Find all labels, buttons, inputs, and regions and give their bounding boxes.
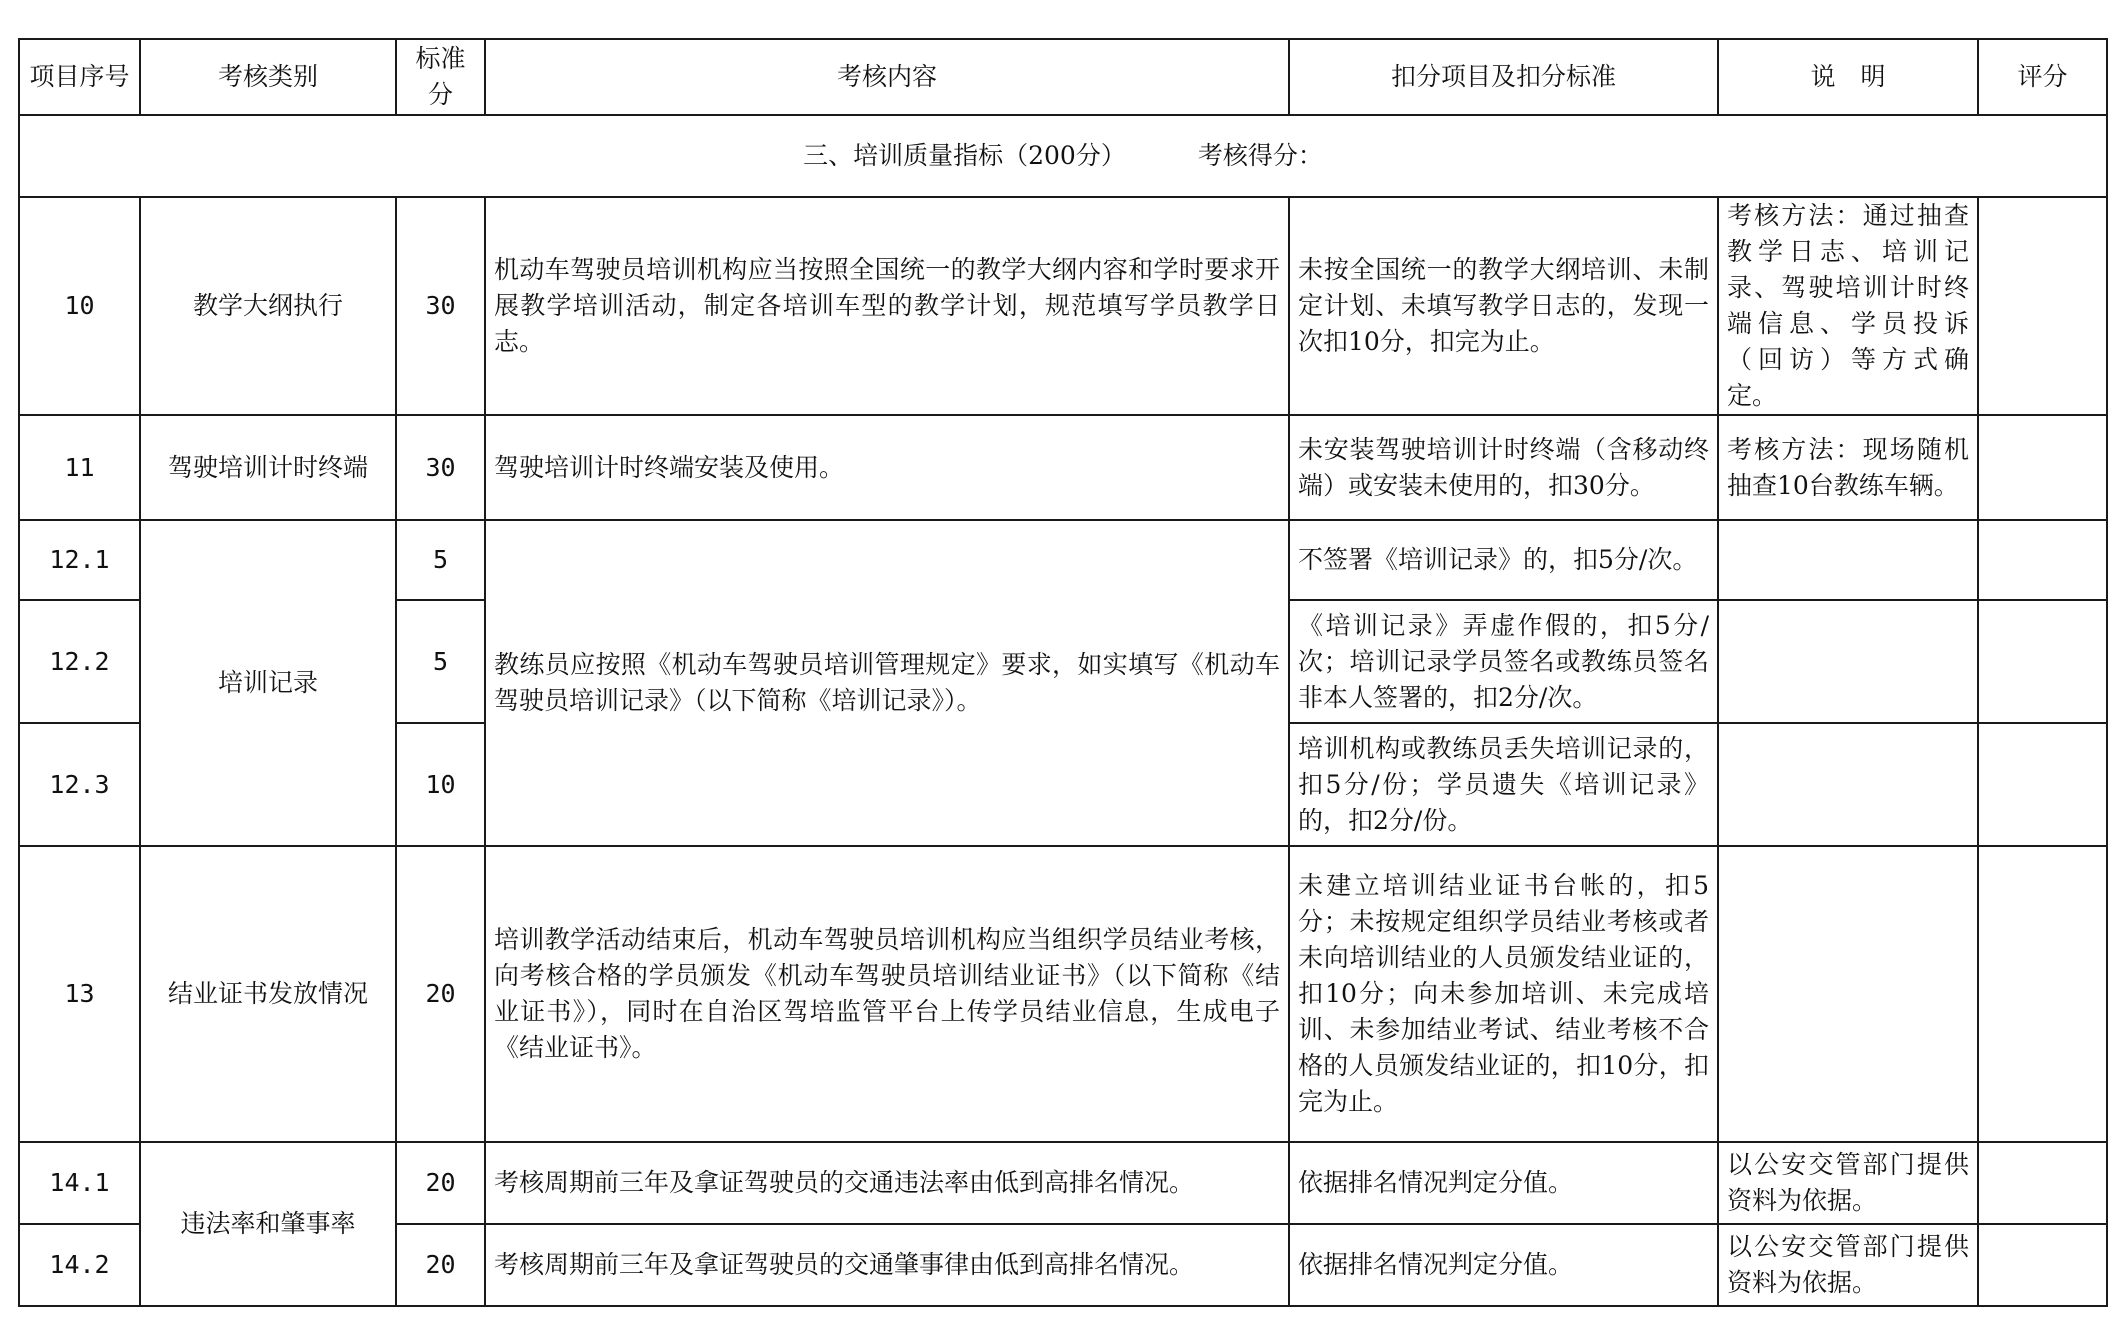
row-score: 5	[396, 600, 485, 723]
row-deduction: 未按全国统一的教学大纲培训、未制定计划、未填写教学日志的，发现一次扣10分，扣完为止。	[1289, 197, 1718, 415]
row-note: 考核方法：现场随机抽查10台教练车辆。	[1718, 415, 1978, 520]
section-score-label: 考核得分：	[1197, 141, 1323, 170]
header-deduction: 扣分项目及扣分标准	[1289, 39, 1718, 115]
rating-cell[interactable]	[1978, 1142, 2107, 1224]
header-category: 考核类别	[140, 39, 396, 115]
row-note: 以公安交管部门提供资料为依据。	[1718, 1142, 1978, 1224]
row-deduction: 依据排名情况判定分值。	[1289, 1224, 1718, 1306]
rating-cell[interactable]	[1978, 1224, 2107, 1306]
row-content: 教练员应按照《机动车驾驶员培训管理规定》要求，如实填写《机动车驾驶员培训记录》（以下简称《培训记录》）。	[485, 520, 1289, 846]
row-note: 以公安交管部门提供资料为依据。	[1718, 1224, 1978, 1306]
table-row	[19, 197, 2107, 415]
row-seq: 11	[19, 415, 140, 520]
rating-cell[interactable]	[1978, 846, 2107, 1142]
row-score: 30	[396, 415, 485, 520]
rating-cell[interactable]	[1978, 723, 2107, 846]
row-seq: 14.1	[19, 1142, 140, 1224]
header-seq: 项目序号	[19, 39, 140, 115]
row-seq: 10	[19, 197, 140, 415]
row-score: 10	[396, 723, 485, 846]
header-rating: 评分	[1978, 39, 2107, 115]
row-content: 考核周期前三年及拿证驾驶员的交通肇事律由低到高排名情况。	[485, 1224, 1289, 1306]
row-score: 5	[396, 520, 485, 600]
row-deduction: 依据排名情况判定分值。	[1289, 1142, 1718, 1224]
header-content: 考核内容	[485, 39, 1289, 115]
row-deduction: 《培训记录》弄虚作假的，扣5分/次；培训记录学员签名或教练员签名非本人签署的，扣2分/次。	[1289, 600, 1718, 723]
row-deduction: 未安装驾驶培训计时终端（含移动终端）或安装未使用的，扣30分。	[1289, 415, 1718, 520]
assessment-table	[18, 38, 2108, 1307]
section-row	[19, 115, 2107, 197]
row-note: 考核方法：通过抽查教学日志、培训记录、驾驶培训计时终端信息、学员投诉（回访）等方式确定。	[1718, 197, 1978, 415]
row-content: 机动车驾驶员培训机构应当按照全国统一的教学大纲内容和学时要求开展教学培训活动，制定各培训车型的教学计划，规范填写学员教学日志。	[485, 197, 1289, 415]
row-score: 20	[396, 1224, 485, 1306]
header-std-score: 标准分	[396, 39, 485, 115]
row-note	[1718, 723, 1978, 846]
table-row	[19, 846, 2107, 1142]
row-deduction: 不签署《培训记录》的，扣5分/次。	[1289, 520, 1718, 600]
row-score: 20	[396, 846, 485, 1142]
row-deduction: 培训机构或教练员丢失培训记录的，扣5分/份；学员遗失《培训记录》的，扣2分/份。	[1289, 723, 1718, 846]
row-seq: 12.1	[19, 520, 140, 600]
row-content: 驾驶培训计时终端安装及使用。	[485, 415, 1289, 520]
rating-cell[interactable]	[1978, 520, 2107, 600]
row-note	[1718, 846, 1978, 1142]
assessment-sheet	[18, 38, 2108, 1307]
rating-cell[interactable]	[1978, 197, 2107, 415]
table-row	[19, 520, 2107, 600]
row-category: 教学大纲执行	[140, 197, 396, 415]
row-seq: 14.2	[19, 1224, 140, 1306]
row-category: 驾驶培训计时终端	[140, 415, 396, 520]
row-score: 20	[396, 1142, 485, 1224]
row-seq: 12.2	[19, 600, 140, 723]
rating-cell[interactable]	[1978, 600, 2107, 723]
row-seq: 12.3	[19, 723, 140, 846]
row-category: 培训记录	[140, 520, 396, 846]
row-category: 结业证书发放情况	[140, 846, 396, 1142]
row-deduction: 未建立培训结业证书台帐的，扣5分；未按规定组织学员结业考核或者未向培训结业的人员颁发结业证的，扣10分；向未参加培训、未完成培训、未参加结业考试、结业考核不合格的人员颁发结业证的，扣10分，扣完为止。	[1289, 846, 1718, 1142]
section-title: 三、培训质量指标（200分）	[803, 141, 1126, 170]
rating-cell[interactable]	[1978, 415, 2107, 520]
table-row	[19, 1142, 2107, 1224]
table-row	[19, 415, 2107, 520]
row-seq: 13	[19, 846, 140, 1142]
section-title-cell	[19, 115, 2107, 197]
header-row	[19, 39, 2107, 115]
row-content: 培训教学活动结束后，机动车驾驶员培训机构应当组织学员结业考核，向考核合格的学员颁发《机动车驾驶员培训结业证书》（以下简称《结业证书》），同时在自治区驾培监管平台上传学员结业信息，生成电子《结业证书》。	[485, 846, 1289, 1142]
row-score: 30	[396, 197, 485, 415]
row-note	[1718, 520, 1978, 600]
row-content: 考核周期前三年及拿证驾驶员的交通违法率由低到高排名情况。	[485, 1142, 1289, 1224]
row-note	[1718, 600, 1978, 723]
row-category: 违法率和肇事率	[140, 1142, 396, 1306]
header-note: 说 明	[1718, 39, 1978, 115]
